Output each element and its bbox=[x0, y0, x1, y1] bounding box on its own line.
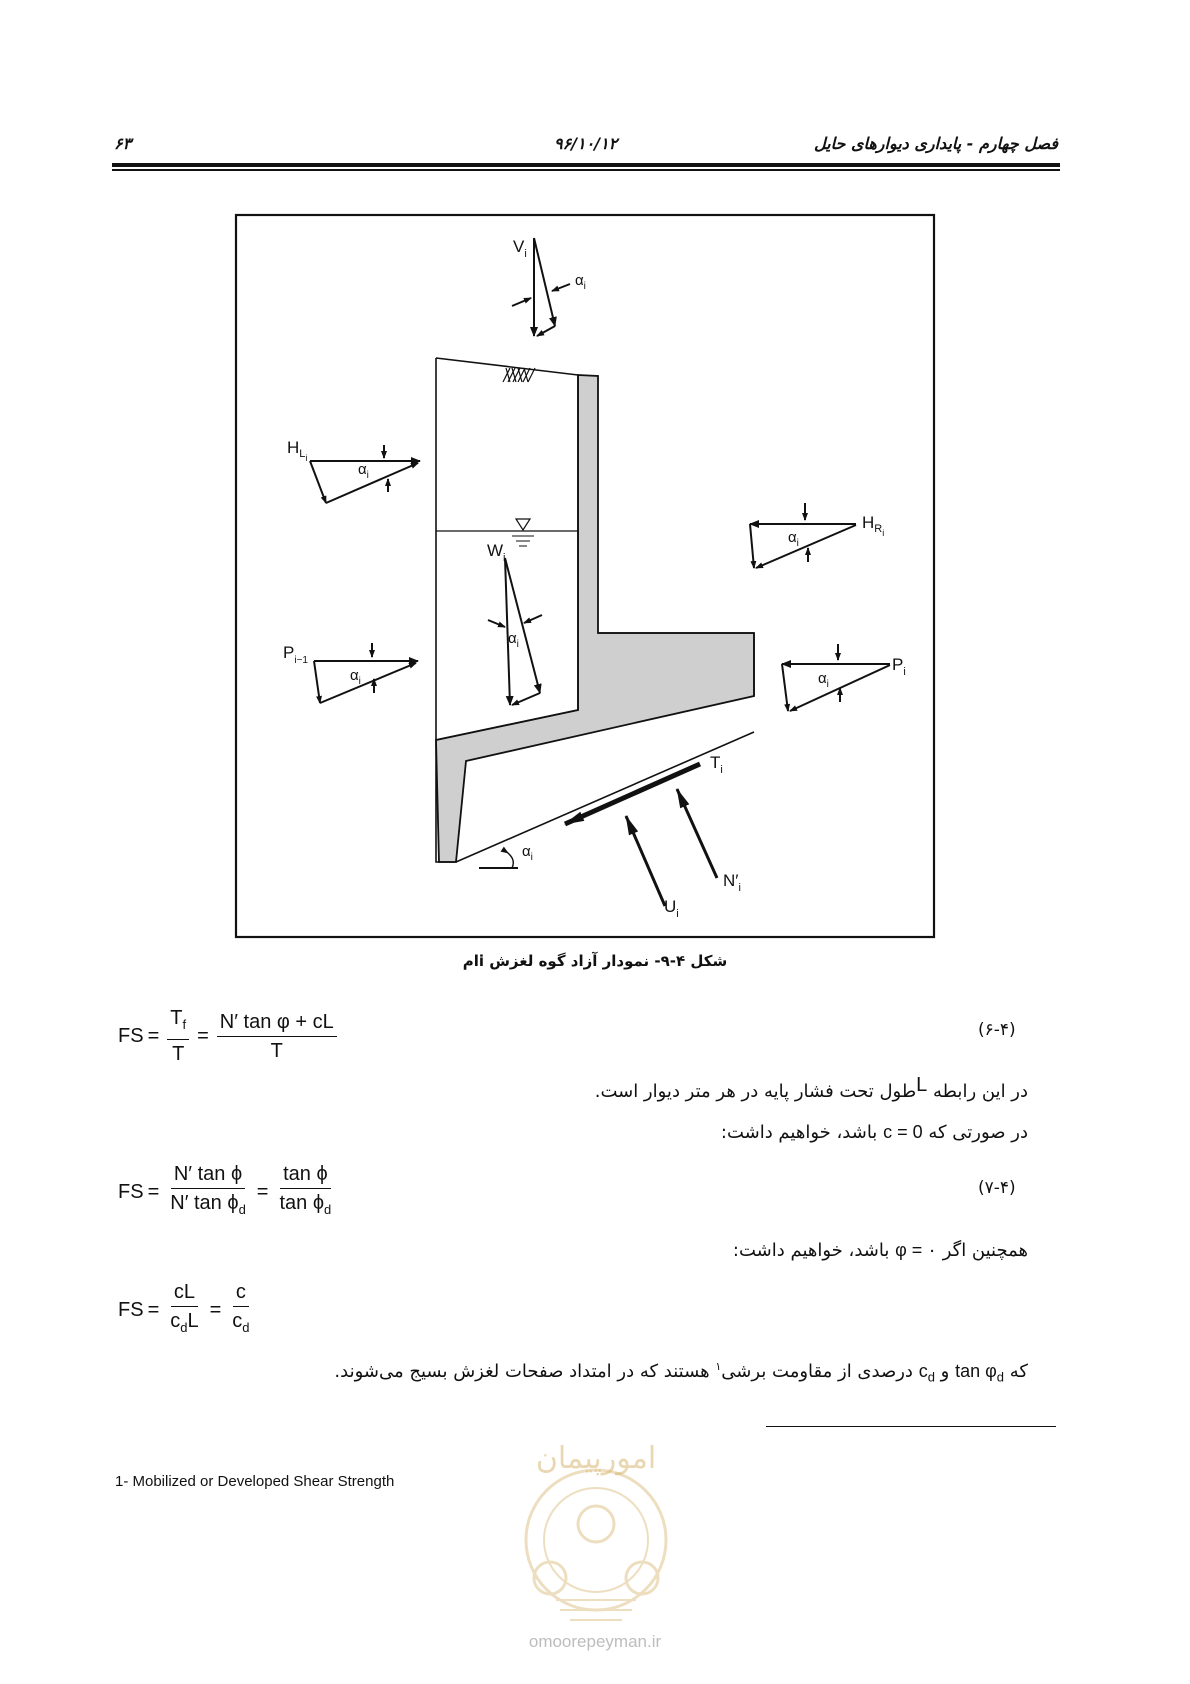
paragraph-phi-zero: همچنین اگر φ = ۰ باشد، خواهیم داشت: bbox=[732, 1240, 1028, 1261]
equation-7-4: FS = $\frac{\text{N′ tan ϕ}}{N' \tan \phi_d}$ = $\frac{\text{tan ϕ}}{\tan \phi_d}$ bbox=[118, 1162, 338, 1222]
label-alpha-base: $\alpha_i$ bbox=[522, 843, 533, 863]
eq6-fraction-2: $\frac{\text{N′ tan φ + cL}}{T}$ bbox=[217, 1010, 337, 1063]
label-h-left: $H_{Li}$ bbox=[287, 438, 308, 463]
eq7-fraction-1: $\frac{\text{N′ tan ϕ}}{N' \tan \phi_d}$ bbox=[170, 1163, 246, 1217]
label-p-prev: $P_{i-1}$ bbox=[283, 643, 308, 666]
page-number: ۶۳ bbox=[114, 134, 132, 153]
label-n: $N'_i$ bbox=[723, 871, 741, 894]
label-alpha-w: $\alpha_i$ bbox=[508, 630, 519, 650]
eq8-fraction-2: $\frac{c}{c_d}$ bbox=[232, 1281, 250, 1335]
base-forces bbox=[479, 764, 717, 906]
paragraph-mobilized-strength: که $\tan \varphi_d$ و $c_d$ درصدی از مقاومت برشی$^۱$ هستند که در امتداد صفحات لغزش بسیج می‌شوند. bbox=[334, 1360, 1028, 1385]
label-alpha-p-prev: $\alpha_i$ bbox=[350, 667, 361, 687]
watermark-logo bbox=[480, 1428, 712, 1628]
force-polygon-p bbox=[782, 644, 890, 711]
footnote: 1- Mobilized or Developed Shear Strength bbox=[115, 1473, 395, 1490]
eq6-lhs: FS bbox=[118, 1024, 144, 1047]
label-alpha-v: $\alpha_i$ bbox=[575, 272, 586, 292]
label-alpha-h-right: $\alpha_i$ bbox=[788, 529, 799, 549]
figure-caption: شکل ۴-۹- نمودار آزاد گوه لغزش iام bbox=[462, 952, 728, 970]
equation-number-7-4: (۷-۴) bbox=[978, 1178, 1016, 1198]
chapter-title: فصل چهارم - پایداری دیوارهای حایل bbox=[814, 134, 1058, 153]
eq8-fraction-1: $\frac{cL}{c_dL}$ bbox=[170, 1281, 199, 1335]
label-w: $W_i$ bbox=[487, 541, 506, 564]
equation-8: FS = $\frac{cL}{c_dL}$ = $\frac{c}{c_d}$ bbox=[118, 1280, 257, 1340]
water-table-symbol bbox=[516, 519, 530, 530]
watermark-logo-text: امورپیمان bbox=[535, 1441, 657, 1476]
label-t: $T_i$ bbox=[710, 753, 723, 776]
force-polygon-p-prev bbox=[314, 643, 418, 703]
footnote-rule bbox=[766, 1426, 1056, 1427]
paragraph-length-definition: در این رابطه Lطول تحت فشار پایه در هر متر دیوار است. bbox=[594, 1074, 1028, 1102]
eq7-fraction-2: $\frac{\text{tan ϕ}}{\tan \phi_d}$ bbox=[279, 1163, 332, 1217]
surface-load-hatch bbox=[503, 368, 535, 382]
label-alpha-h-left: $\alpha_i$ bbox=[358, 461, 369, 481]
label-p: $P_i$ bbox=[892, 655, 906, 678]
retaining-wall bbox=[436, 375, 754, 862]
force-polygon-h-right bbox=[750, 503, 856, 568]
equation-number-6-4: (۶-۴) bbox=[978, 1020, 1016, 1040]
label-h-right: $H_{Ri}$ bbox=[862, 513, 885, 538]
equation-6-4: FS = $\frac{T_f}{T}$ = $\frac{\text{N′ tan φ + cL}}{T}$ bbox=[118, 1006, 341, 1066]
watermark-url: omoorepeyman.ir bbox=[528, 1632, 662, 1651]
label-v: $V_i$ bbox=[513, 237, 527, 260]
paragraph-c-zero: در صورتی که c = 0 باشد، خواهیم داشت: bbox=[720, 1122, 1028, 1143]
label-u: $U_i$ bbox=[664, 897, 679, 920]
label-alpha-p: $\alpha_i$ bbox=[818, 670, 829, 690]
eq6-fraction-1: $\frac{T_f}{T}$ bbox=[167, 1006, 189, 1066]
header-date: ۹۶/۱۰/۱۲ bbox=[554, 134, 618, 153]
